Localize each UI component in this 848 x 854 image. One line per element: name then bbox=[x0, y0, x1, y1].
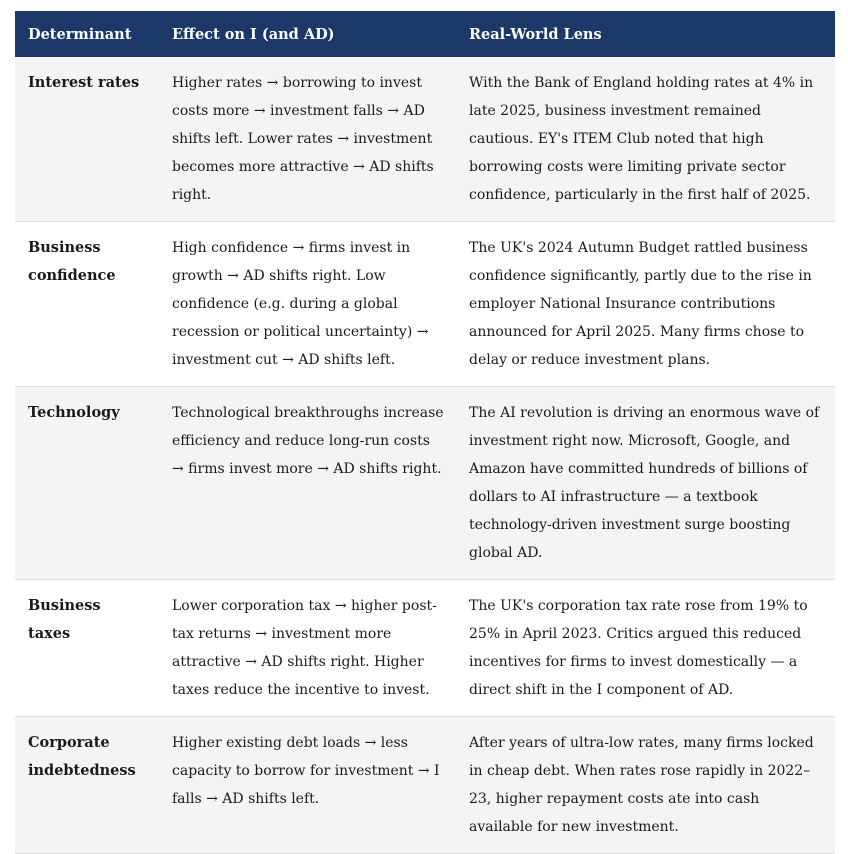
table-row bbox=[15, 387, 835, 580]
table-row bbox=[15, 222, 835, 387]
lens-cell: After years of ultra-low rates, many firms locked in cheap debt. When rates rose rapidly in 2022–23, higher repayment costs ate into cash available for new investment. bbox=[456, 717, 835, 854]
effect-cell: Technological breakthroughs increase efficiency and reduce long-run costs → firms invest more → AD shifts right. bbox=[159, 387, 456, 580]
table-container bbox=[15, 11, 835, 854]
lens-cell: The AI revolution is driving an enormous wave of investment right now. Microsoft, Google, and Amazon have committed hundreds of billions of dollars to AI infrastructure — a textbook technology-driven investment surge boosting global AD. bbox=[456, 387, 835, 580]
table-body bbox=[15, 57, 835, 854]
table-row bbox=[15, 57, 835, 222]
determinant-cell: Technology bbox=[15, 387, 159, 580]
determinants-table bbox=[15, 11, 835, 854]
lens-cell: With the Bank of England holding rates at 4% in late 2025, business investment remained cautious. EY's ITEM Club noted that high borrowing costs were limiting private sector confidence, particularly in the first half of 2025. bbox=[456, 57, 835, 222]
effect-cell: Higher rates → borrowing to invest costs more → investment falls → AD shifts left. Lower rates → investment becomes more attractive → AD shifts right. bbox=[159, 57, 456, 222]
effect-cell: Higher existing debt loads → less capacity to borrow for investment → I falls → AD shifts left. bbox=[159, 717, 456, 854]
lens-cell: The UK's corporation tax rate rose from 19% to 25% in April 2023. Critics argued this reduced incentives for firms to invest domestically — a direct shift in the I component of AD. bbox=[456, 580, 835, 717]
header-row bbox=[15, 11, 835, 57]
determinant-cell: Interest rates bbox=[15, 57, 159, 222]
header-effect: Effect on I (and AD) bbox=[159, 11, 456, 57]
header-real-world-lens: Real-World Lens bbox=[456, 11, 835, 57]
table-header bbox=[15, 11, 835, 57]
determinant-cell: Business taxes bbox=[15, 580, 159, 717]
table-row bbox=[15, 717, 835, 854]
table-row bbox=[15, 580, 835, 717]
determinant-cell: Business confidence bbox=[15, 222, 159, 387]
determinant-cell: Corporate indebtedness bbox=[15, 717, 159, 854]
effect-cell: High confidence → firms invest in growth → AD shifts right. Low confidence (e.g. during a global recession or political uncertainty) → investment cut → AD shifts left. bbox=[159, 222, 456, 387]
header-determinant: Determinant bbox=[15, 11, 159, 57]
effect-cell: Lower corporation tax → higher post-tax returns → investment more attractive → AD shifts right. Higher taxes reduce the incentive to invest. bbox=[159, 580, 456, 717]
lens-cell: The UK's 2024 Autumn Budget rattled business confidence significantly, partly due to the rise in employer National Insurance contributions announced for April 2025. Many firms chose to delay or reduce investment plans. bbox=[456, 222, 835, 387]
